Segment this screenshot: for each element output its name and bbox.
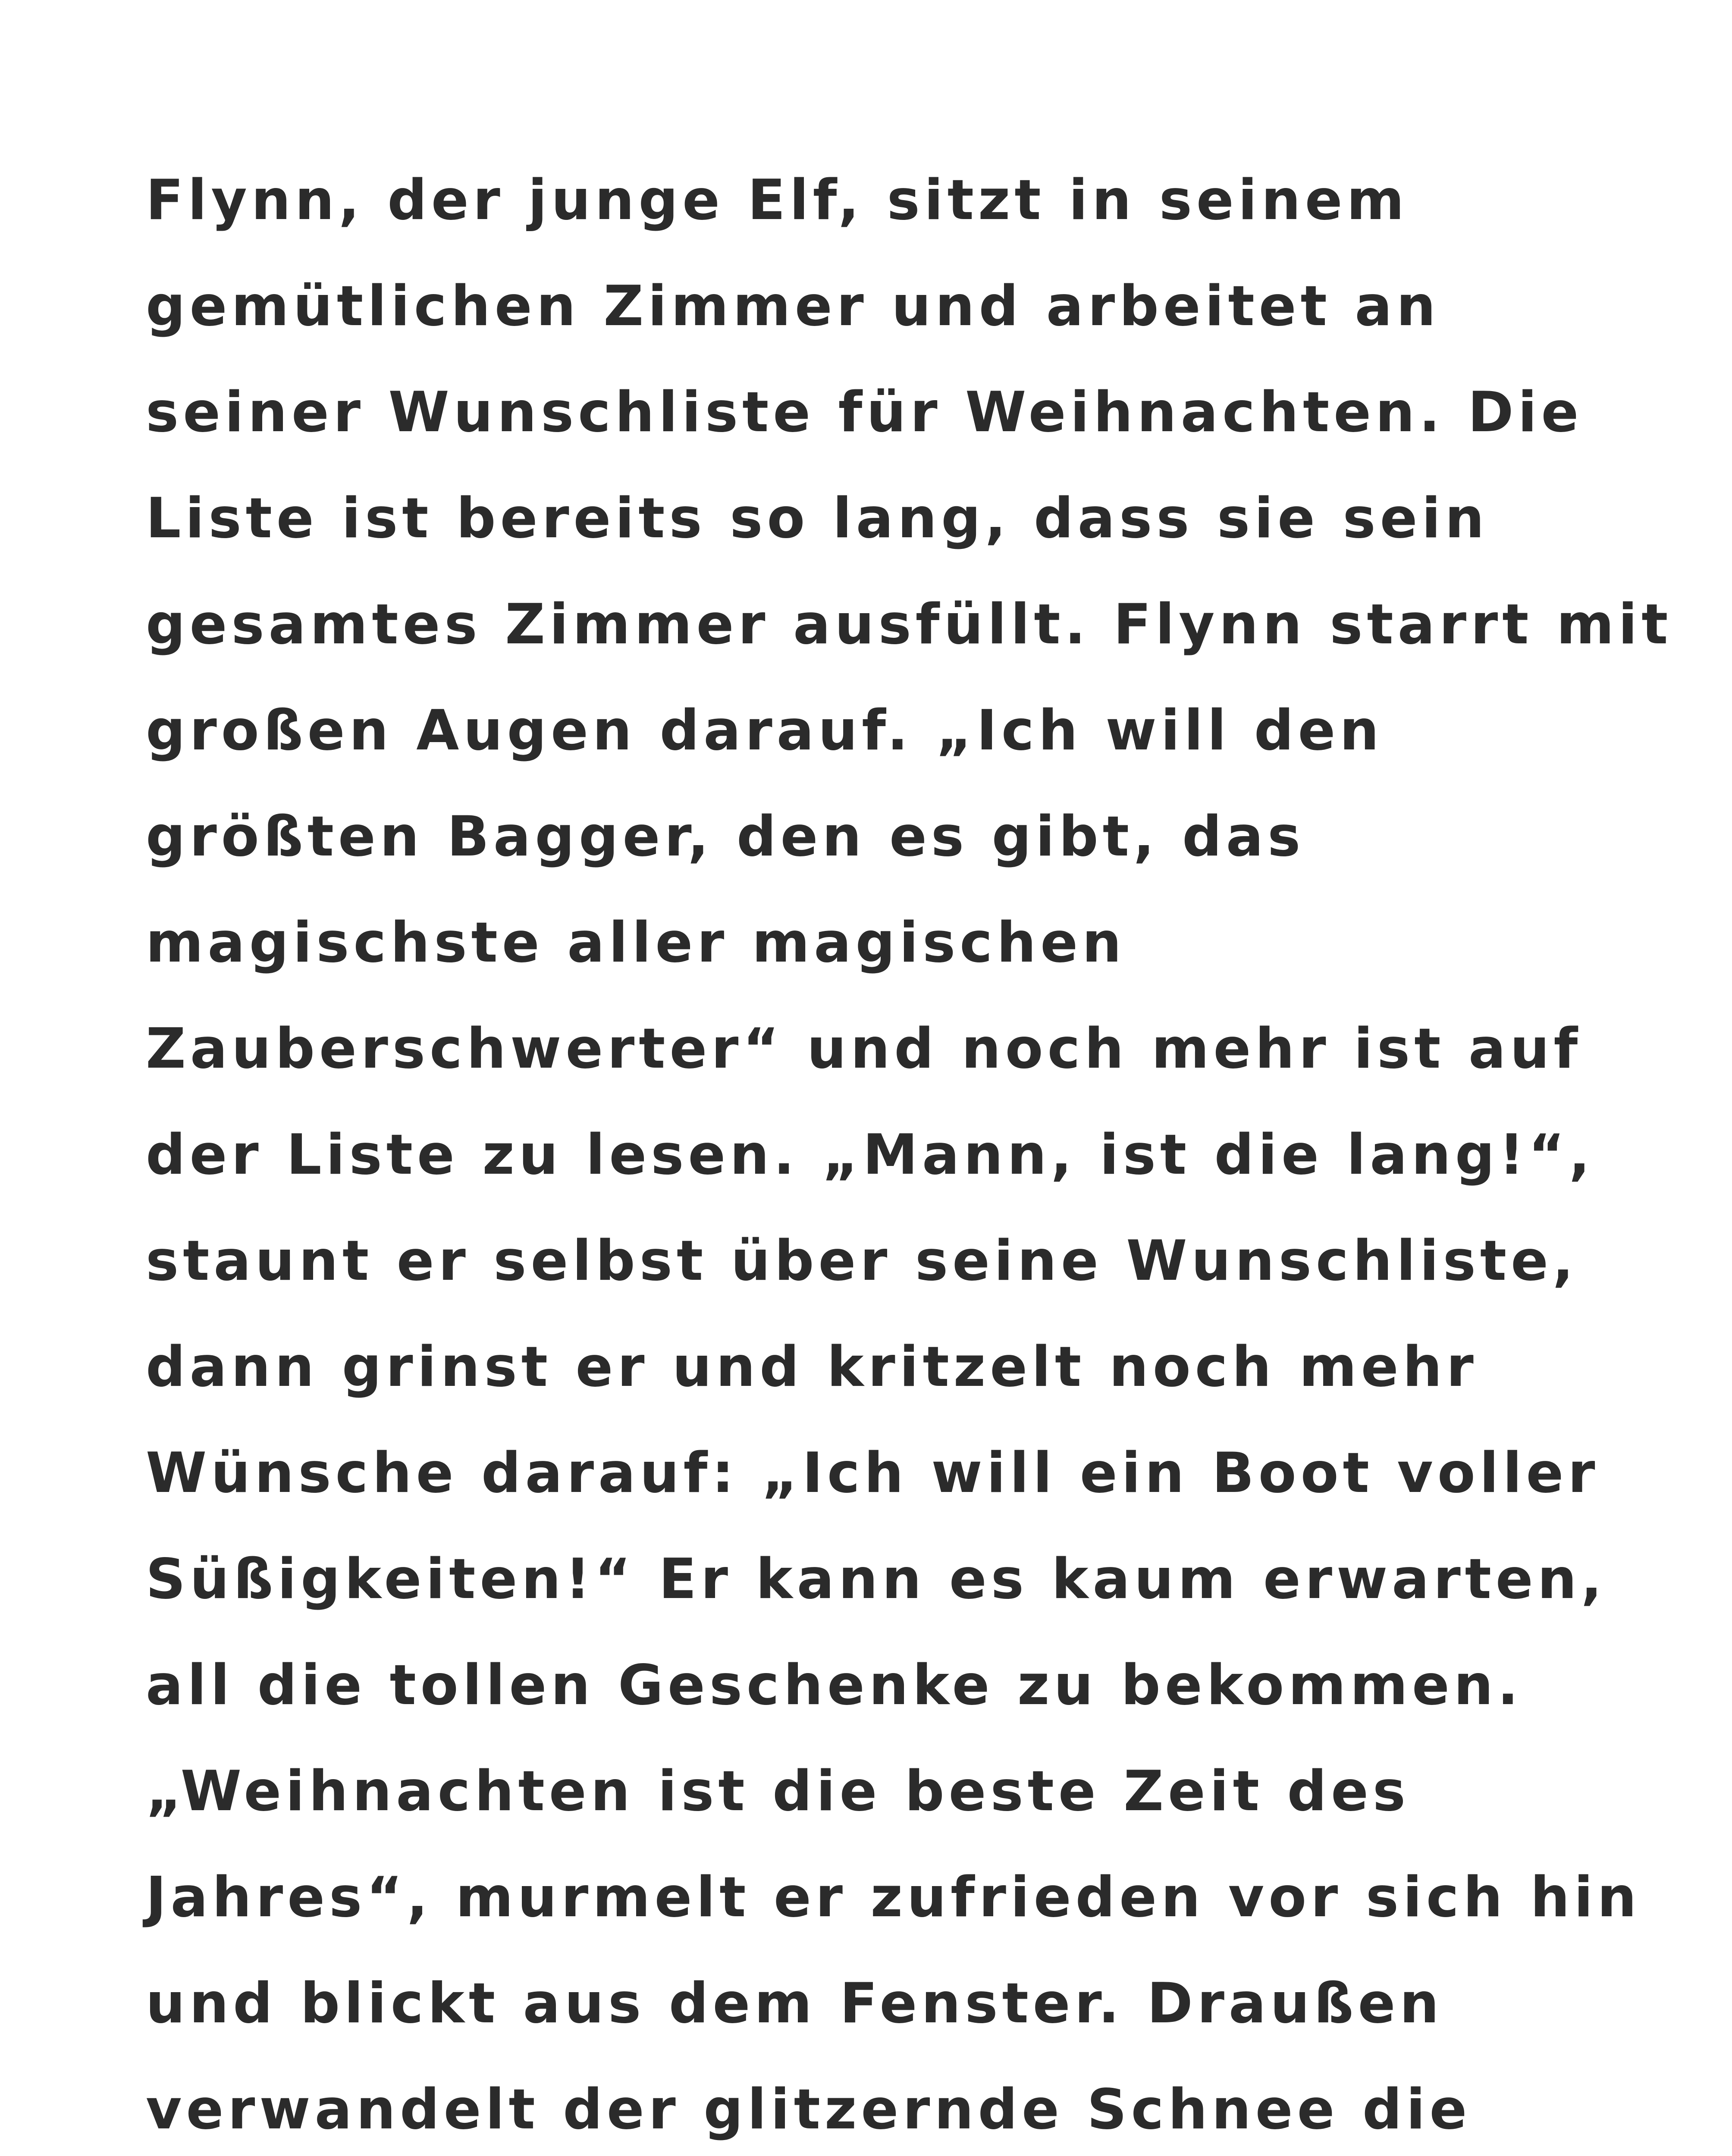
story-line: großen Augen darauf. „Ich will den — [146, 699, 1384, 763]
story-line: größten Bagger, den es gibt, das — [146, 805, 1305, 869]
story-line: gesamtes Zimmer ausfüllt. Flynn starrt mit — [146, 592, 1672, 657]
story-line: Liste ist bereits so lang, dass sie sein — [146, 486, 1489, 551]
story-line: all die tollen Geschenke zu bekommen. — [146, 1653, 1523, 1717]
story-line: Zauberschwerter“ und noch mehr ist auf — [146, 1017, 1582, 1081]
story-line: Jahres“, murmelt er zufrieden vor sich hin — [146, 1865, 1641, 1930]
story-line: magischste aller magischen — [146, 911, 1126, 975]
story-line: gemütlichen Zimmer und arbeitet an — [146, 274, 1440, 338]
story-line: „Weihnachten ist die beste Zeit des — [146, 1759, 1410, 1824]
story-line: Flynn, der junge Elf, sitzt in seinem — [146, 168, 1409, 232]
story-line: Wünsche darauf: „Ich will ein Boot voller — [146, 1441, 1600, 1505]
story-line: der Liste zu lesen. „Mann, ist die lang!“, — [146, 1123, 1594, 1187]
story-paragraph — [146, 147, 1672, 2156]
story-line: dann grinst er und kritzelt noch mehr — [146, 1335, 1478, 1399]
story-line: staunt er selbst über seine Wunschliste, — [146, 1229, 1578, 1293]
story-line: seiner Wunschliste für Weihnachten. Die — [146, 380, 1583, 445]
story-line: verwandelt der glitzernde Schnee die — [146, 2078, 1472, 2142]
story-line: Süßigkeiten!“ Er kann es kaum erwarten, — [146, 1547, 1606, 1611]
story-line: und blickt aus dem Fenster. Draußen — [146, 1971, 1443, 2036]
